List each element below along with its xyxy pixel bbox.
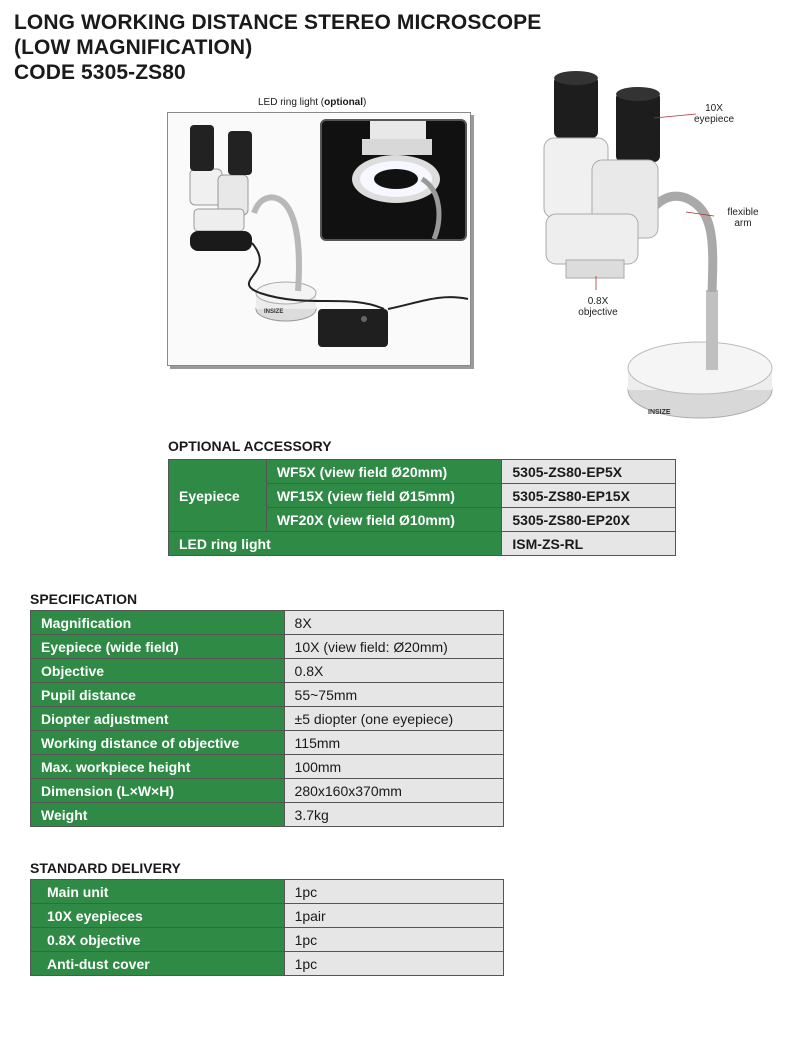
title-line-3: CODE 5305-ZS80 [14,61,186,84]
objective-annotation: 0.8X objective [578,296,618,318]
accessory-name: WF5X (view field Ø20mm) [266,460,502,484]
led-ring-light-code: ISM-ZS-RL [502,532,676,556]
spec-label: Eyepiece (wide field) [31,635,285,659]
table-row [31,803,504,827]
spec-value: 115mm [284,731,503,755]
brand-label: INSIZE [648,409,671,416]
table-row [31,683,504,707]
table-row [31,755,504,779]
table-row [31,731,504,755]
specification-heading: SPECIFICATION [30,591,138,607]
spec-value: ±5 diopter (one eyepiece) [284,707,503,731]
product-photo-with-led-ring [167,112,471,366]
specification-table [30,610,504,827]
spec-label: Magnification [31,611,285,635]
photo-caption: LED ring light (optional) [258,97,367,108]
table-row [169,460,676,484]
delivery-label: 10X eyepieces [31,904,285,928]
accessory-code: 5305-ZS80-EP20X [502,508,676,532]
table-row [31,928,504,952]
delivery-label: Main unit [31,880,285,904]
eyepiece-annotation: 10X eyepiece [693,103,735,125]
delivery-value: 1pc [284,952,503,976]
table-row [31,952,504,976]
table-row [31,611,504,635]
standard-delivery-table [30,879,504,976]
table-row [31,779,504,803]
led-ring-light-label: LED ring light [169,532,502,556]
spec-label: Diopter adjustment [31,707,285,731]
spec-value: 280x160x370mm [284,779,503,803]
delivery-label: Anti-dust cover [31,952,285,976]
spec-value: 10X (view field: Ø20mm) [284,635,503,659]
spec-value: 100mm [284,755,503,779]
table-row [31,707,504,731]
spec-label: Working distance of objective [31,731,285,755]
spec-label: Objective [31,659,285,683]
spec-label: Max. workpiece height [31,755,285,779]
table-row [31,659,504,683]
title-line-2: (LOW MAGNIFICATION) [14,36,253,59]
table-row [31,880,504,904]
spec-value: 55~75mm [284,683,503,707]
accessory-code: 5305-ZS80-EP5X [502,460,676,484]
spec-value: 3.7kg [284,803,503,827]
spec-value: 8X [284,611,503,635]
delivery-value: 1pc [284,880,503,904]
spec-label: Pupil distance [31,683,285,707]
optional-accessory-table [168,459,676,556]
brand-label: INSIZE [264,309,284,315]
accessory-code: 5305-ZS80-EP15X [502,484,676,508]
table-row [31,635,504,659]
eyepiece-group-label: Eyepiece [169,460,267,532]
accessory-name: WF15X (view field Ø15mm) [266,484,502,508]
delivery-label: 0.8X objective [31,928,285,952]
delivery-value: 1pair [284,904,503,928]
flexible-arm-annotation: flexible arm [727,207,759,229]
accessory-name: WF20X (view field Ø10mm) [266,508,502,532]
spec-value: 0.8X [284,659,503,683]
led-ring-inset [320,119,467,241]
page-title [14,10,541,85]
delivery-value: 1pc [284,928,503,952]
spec-label: Weight [31,803,285,827]
spec-label: Dimension (L×W×H) [31,779,285,803]
title-line-1: LONG WORKING DISTANCE STEREO MICROSCOPE [14,11,542,34]
standard-delivery-heading: STANDARD DELIVERY [30,860,181,876]
table-row [31,904,504,928]
table-row [169,532,676,556]
microscope-illustration [536,70,776,430]
optional-accessory-heading: OPTIONAL ACCESSORY [168,438,332,454]
